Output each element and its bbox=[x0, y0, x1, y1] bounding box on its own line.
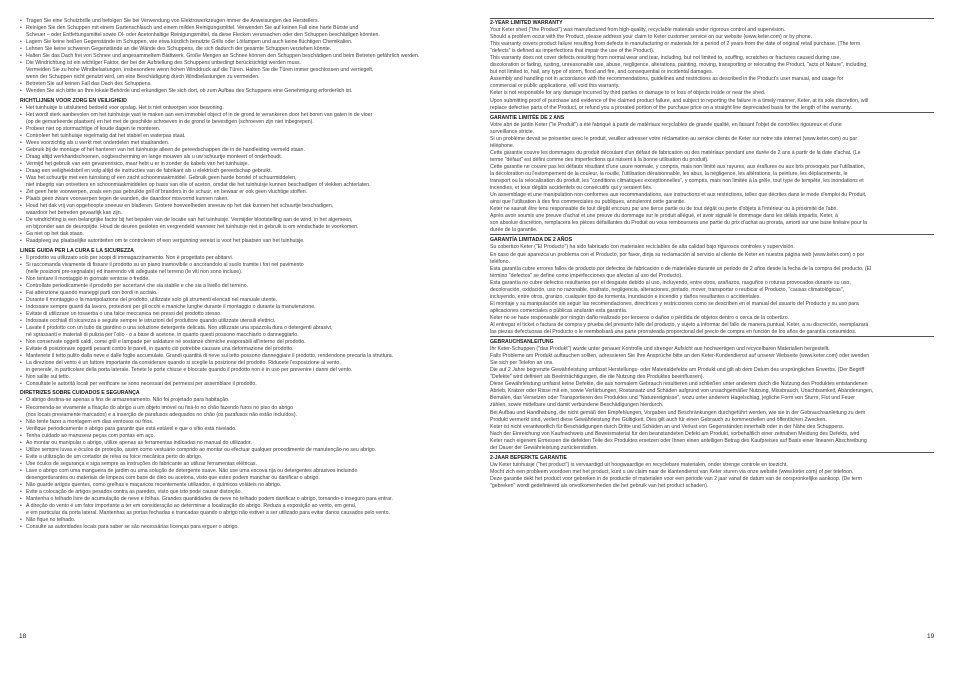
bullet-continuation: wenn der Schuppen nicht genutzt wird, um eine Beschädigung durch Windbelastungen zu vermeiden. bbox=[26, 74, 260, 81]
section-heading: 2-JAAR BEPERKTE GARANTIE bbox=[490, 454, 567, 461]
section-heading: 2-YEAR LIMITED WARRANTY bbox=[490, 20, 563, 26]
paragraph-line: Upon submitting proof of purchase and evidence of the claimed product failure, and subject to reporting the failure in a timely manner, Keter, at its sole discretion, will bbox=[490, 97, 869, 104]
bullet-continuation: Scheuer – oder Entfettungsmittel sowie Öl- oder Acetonhaltige Reinigungsmittel, da diese Flecken verursachen oder den Schuppen beschädigen könnten. bbox=[26, 32, 380, 39]
bullet-item: • Non tentare il montaggio in giornate ventose o fredde. bbox=[20, 276, 460, 283]
bullet-item: • Controleer het tuinhuisje regelmatig dat het stabiel en waterpas staat. bbox=[20, 133, 460, 140]
bullet-item: • Vermijd het gebruik van een gevarenrisico, maar hebt u er in zonder de kabels van het tuinhuisje. bbox=[20, 161, 460, 168]
bullet-item: • Draag een veiligheidsbril en volg altijd de instructies van de fabrikant als u elektrisch gereedschap gebruikt. bbox=[20, 168, 460, 175]
bullet-item: • Consulte as autoridades locais para saber se são necessárias licenças para erguer o abrigo. bbox=[20, 524, 460, 531]
paragraph-line: En caso de que aparezca un problema con el Producto, por favor, dirija su reclamación al servicio al cliente de Keter en nuestra página web (www.keter.com) o por bbox=[490, 251, 865, 258]
paragraph-line: replace defective parts of the Product, or refund you a prorated portion of the purchase price on a straight line depreciated basis for the length of the warranty. bbox=[490, 104, 852, 111]
paragraph-line: incluyendo, entre otros, granizo, cualquier tipo de tormenta, inundación e incendio y daños resultantes o accidentales. bbox=[490, 293, 761, 300]
bullet-item: • Houd het dak vrij van opgehoopte sneeuw en bladeren. Grotere hoeveelheden sneeuw op het dak kunnen het schuurtje beschadigen, bbox=[20, 203, 460, 210]
bullet-item: • Tragen Sie eine Schutzbrille und befolgen Sie bei Verwendung von Elektrowerkzeugen immer die Anweisungen des Herstellers. bbox=[20, 18, 460, 25]
bullet-continuation: en bijzonder aan de deuropijde. Houd de deuren gesloten en vergrendeld wanneer het tuinhuisje niet in gebruik is om windschade te voorkomen. bbox=[26, 224, 359, 231]
paragraph-line: Falls Probleme am Produkt auftauchen sollten, adressieren Sie Ihre Ansprüche bitte an den Keter-Kundendienst auf unserer Webseite (www.keter.com) oder wenden bbox=[490, 353, 870, 360]
bullet-item: • Raadpleeg uw plaatselijke autoriteiten om te controleren of een vergunning vereist is voor het plaatsen van het tuinhuisje. bbox=[20, 238, 460, 245]
bullet-item: • Plaats geen zware voorwerpen tegen de wanden, die daardoor misvormd kunnen raken. bbox=[20, 196, 460, 203]
bullet-item: • Het tuinhuisje is uitsluitend bedoeld voor opslag. Het is niet ontworpen voor bewoning. bbox=[20, 105, 460, 112]
section-heading: LINEE GUIDA PER LA CURA E LA SICUREZZA bbox=[20, 247, 134, 254]
paragraph-line: transport ou la relocalisation du produit, les "conditions climatiques exceptionnelles", y compris, mais non limitée à la grêle, tout type de tempête, les inondations et bbox=[490, 178, 864, 185]
bullet-item: • Het wordt sterk aanbevolen om het tuinhuisje vast te maken aan een immobiel object of in de grond te verankeren door het boren van gaten in de vloer bbox=[20, 112, 460, 119]
paragraph-line: son absolue discrétion, remplacera les pièces défaillantes du Produit ou vous remboursera une partie du prix d'achat au prorata, amorti sur une base linéaire pour la bbox=[490, 220, 868, 227]
bullet-item: • Não fique no telhado. bbox=[20, 517, 460, 524]
bullet-continuation: (nelle posizioni pre-segnalate) ed inserendo viti adeguate nel terreno (le viti non sono incluse). bbox=[26, 268, 243, 275]
section-rule bbox=[490, 112, 934, 113]
paragraph-line: Die auf 2 Jahre begrenzte Gewährleistung umfasst Herstellungs- oder Materialdefekte am Produkt und gilt ab dem Datum des ursprünglichen Erwerbs. (Der Begriff bbox=[490, 367, 865, 374]
paragraph-line: Diese Gewährleistung umfasst keine Defekte, die aus normalem Gebrauch resultieren und schließen unter anderem durch die Nutzung des Produktes entstandenen bbox=[490, 381, 868, 388]
paragraph-line: zählen, sowie mittelbare und damit verbundene Beschädigungen hierdurch. bbox=[490, 402, 664, 409]
bullet-continuation: né sgrassanti e materiali di pulizia per l'olio - o a base di acetone, in quanto questi possono macchiarlo o danneggiarlo. bbox=[26, 332, 299, 339]
paragraph-line: Un assemblage et une manipulation non conformes aux recommandations, aux instructions et aux restrictions, telles que décrites dans le mode d'emploi du Produit, bbox=[490, 192, 867, 199]
bullet-item: • Lavate il prodotto con un tubo da giardino o una soluzione detergente delicata. Non utilizzate una spazzola dura o detergenti abrasivi, bbox=[20, 325, 460, 332]
bullet-item: • Use óculos de segurança e siga sempre as instruções do fabricante ao utilizar ferramentas elétricas. bbox=[20, 461, 460, 468]
section-rule bbox=[490, 18, 934, 19]
paragraph-line: las piezas defectuosas del Producto o le reembolsará una parte prorrateada proporcional del precio de compra en función de los años de garantía consumidos. bbox=[490, 329, 857, 336]
bullet-continuation: e em particular da porta lateral. Mantenhas as portas fechadas e trancadas quando o abrigo não estiver a ser utilizado para evitar danos causados pelo vento. bbox=[26, 510, 390, 517]
section-heading: GARANTIE LIMITÉE DE 2 ANS bbox=[490, 114, 565, 121]
paragraph-line: incendies, et tous dégâts accidentels ou consécutifs qui y seraient liés. bbox=[490, 185, 653, 192]
paragraph-line: Nach der Einreichung von Kaufnachweis und Beweismaterial für den beanstandeten Defekt am Produkt, vorbehaltlich einer zeitnahen Meldung des Defekts, wird bbox=[490, 430, 860, 437]
bullet-continuation: (op de gemarkeerde plaatsen) en het met de geschikte schroeven in de grond te bevestigen (schroeven zijn niet inbegrepen). bbox=[26, 118, 314, 125]
bullet-item: • Si raccomanda vivamente di fissare il prodotto su un piano inamovibile o ancorandolo al suolo tramite i fori nel pavimento bbox=[20, 262, 460, 269]
paragraph-line: but not limited to, hail, any type of storm, flood and fire, and consequential or incidental damages. bbox=[490, 69, 714, 76]
paragraph-line: Votre abri de jardin Keter ("le Produit") a été fabriqué à partir de matériaux recyclables de grande qualité, en faisant l'objet de contrôles rigoureux et d'une bbox=[490, 121, 842, 128]
bullet-item: • Tenha cuidado ao manusear peças com pontas em aço. bbox=[20, 433, 460, 440]
bullet-item: • Die Windrichtung ist ein wichtiger Faktor, der bei der Aufstellung des Schuppens unbedingt berücksichtigt werden muss. bbox=[20, 60, 460, 67]
paragraph-line: Abrieb, Kratzer oder Risse mit ein, sowie Verfärbungen, Rostansatz und Schäden aufgrund von unsachgemäßer Nutzung, Missbrauch, Unachtsamkeit, Abänderungen, bbox=[490, 388, 874, 395]
section-heading: GARANTÍA LIMITADA DE 2 AÑOS bbox=[490, 237, 573, 244]
paragraph-line: "Defekte" wird definiert als Beeinträchtigungen, die die Nutzung des Produktes beeinflussen). bbox=[490, 374, 704, 381]
paragraph-line: Cette garantie ne couvre pas les défauts résultant d'une usure normale, y compris, mais non limité aux rayures, aux éraflures ou aux bris provoqués par l'utilisation, bbox=[490, 163, 866, 170]
paragraph-line: decoloración, oxidación, uso no razonable, maltrato, negligencia, alteraciones, pintado, mover, transportar o reubicar el Producto, "causas climatológicas", bbox=[490, 286, 845, 293]
paragraph-line: Sie sich per Telefon an uns. bbox=[490, 360, 554, 367]
bullet-item: • Non salite sul tetto. bbox=[20, 374, 460, 381]
paragraph-line: Keter ne saurait être tenu responsable de tout dégât encouru par une tierce partie ou de tout dégât ou perte d'objets à l'intérieur ou à proximité de l'abri. bbox=[490, 206, 838, 213]
bullet-item: • Mantenha o telhado livre de acumulação de neve e folhas. Grandes quantidades de neve no telhado podem danificar o abrigo, tornando-o inseguro para entrar. bbox=[20, 496, 460, 503]
bullet-continuation: desengordurantes ou materiais de limpeza com base de óleo ou acetona, visto que estes podem manchar ou danificar o abrigo. bbox=[26, 475, 320, 481]
left-column bbox=[20, 18, 460, 531]
paragraph-line: aplicaciones comerciales o públicas anularán esta garantía. bbox=[490, 307, 628, 314]
section-rule bbox=[490, 234, 934, 235]
bullet-item: • Verifique periodicamente o abrigo para garantir que está estável e que o sítio está nivelado. bbox=[20, 426, 460, 433]
paragraph-line: Uw Keter tuinhuisje ("het product") is vervaardigd uit hoogwaardige en recyclebare materialen, onder strenge controle en toezicht. bbox=[490, 461, 788, 468]
bullet-item: • Indossate occhiali di sicurezza e seguite sempre le istruzioni del produttore quando utilizzate utensili elettrici. bbox=[20, 318, 460, 325]
paragraph-line: término "defectos" se define como imperfecciones que afectan al uso del Producto). bbox=[490, 272, 683, 279]
bullet-item: • Zet geen hete voorwerpen, zoals een pas gebruikte grill of branders in de schuur, en bewaar er ook geen vluchtige stoffen. bbox=[20, 189, 460, 196]
right-column bbox=[490, 18, 934, 490]
section-rule bbox=[490, 336, 934, 337]
bullet-item: • La direzione del vento è un fattore importante da considerare quando si sceglie la posizione del prodotto. Riducete l'esposizione al vento, bbox=[20, 360, 460, 367]
bullet-item: • O abrigo destina-se apenas a fins de armazenamento. Não foi projetado para habitação. bbox=[20, 397, 460, 404]
bullet-item: • Durante il montaggio o la manipolazione del prodotto, utilizzate solo gli strumenti elencati nel manuale utente. bbox=[20, 297, 460, 304]
bullet-item: • Betreten Sie auf keinen Fall das Dach des Schuppens. bbox=[20, 81, 460, 88]
bullet-item: • Reinigen Sie den Schuppen mit einem Gartenschlauch und einem milden Reinigungsmittel. Verwenden Sie auf keinen Fall eine harte Bürste und bbox=[20, 25, 460, 32]
page-number-right: 19 bbox=[927, 633, 935, 640]
paragraph-line: Bei Aufbau und Handhabung, die nicht gemäß den Empfehlungen, Vorgaben und Beschränkungen durchgeführt werden, wie sie in der Gebrauchsanleitung zu dem bbox=[490, 409, 866, 416]
paragraph-line: Su cobertizo Keter ("El Producto") ha sido fabricado con materiales reciclables de alta calidad bajo rigurosos controles y supervisión. bbox=[490, 244, 795, 251]
paragraph-line: la décoloration ou l'estompement de la couleur, la rouille, l'utilisation déraisonnable, les abus, la négligence, les altérations, la peinture, les déplacements, le bbox=[490, 170, 848, 177]
paragraph-line: Assembly and handling not in accordance with the recommendations, guidelines and restrictions as described in the Product's user manual, and usage for bbox=[490, 76, 844, 83]
bullet-item: • Lave o abrigo com uma mangueira de jardim ou uma solução de detergente suave. Não use uma escova rija ou detergentes abrasivos incluindo bbox=[20, 468, 460, 475]
bullet-item: • Il prodotto va utilizzato solo per scopi di immagazzinamento. Non è progettato per abitarvi. bbox=[20, 255, 460, 262]
bullet-item: • Consultate le autorità locali per verificare se sono necessari dei permessi per assemblare il prodotto. bbox=[20, 381, 460, 388]
paragraph-line: Deze garantie dekt het product voor gebreken in de productie of materialen voor een periode van 2 jaar vanaf de datum van de oorspronkelijke aankoop. (De term bbox=[490, 475, 862, 482]
bullet-item: • Fai attenzione quando maneggi parti con bordi in acciaio. bbox=[20, 290, 460, 297]
paragraph-line: Bemalen, das Versetzen oder Transportieren des Produktes und "Naturereignisse", wozu unter anderem Hagelschlag, jegliche Form von Sturm, Flut und Feuer bbox=[490, 395, 855, 402]
bullet-item: • Ga niet op het dak staan. bbox=[20, 231, 460, 238]
bullet-item: • Gebruik bij de montage of het hanteren van het tuinhuisje alleen de gereedschappen die in de handleiding vermeld staan. bbox=[20, 147, 460, 154]
paragraph-line: Esta garantía cubre errores fallos de producto por defectos de fabricación o de materiales durante un periodo de 2 años desde la fecha de la compra del producto. (El bbox=[490, 265, 872, 272]
bullet-item: • Não tente fazer a montagem em dias ventosos ou frios. bbox=[20, 419, 460, 426]
section-heading: RICHTLIJNEN VOOR ZORG EN VEILIGHEID bbox=[20, 97, 127, 104]
bullet-item: • De windrichting is een belangrijke factor bij het bepalen van de locatie van het tuinhuisje. Vermijder blootstelling aan de wind, in het algemeen, bbox=[20, 217, 460, 224]
paragraph-line: surveillance stricte. bbox=[490, 128, 535, 135]
bullet-item: • A direção do vento é um fator importante a ter em consideração ao determinar a localização do abrigo. Reduza a exposição ao vento, em geral, bbox=[20, 503, 460, 510]
bullet-item: • Não guarde artigos quentes, como grelhas e maçaricos recentemente utilizados, e químicos voláteis no abrigo. bbox=[20, 482, 460, 489]
paragraph-line: Esta garantía no cubre defectos resultantes por el desgaste debido al uso, incluyendo, entre otros, arañazos, rasguños o roturas provocados durante su uso, bbox=[490, 279, 851, 286]
bullet-item: • Evitate di posizionare oggetti pesanti contro le pareti, in quanto ciò potrebbe causare una deformazione del prodotto. bbox=[20, 346, 460, 353]
paragraph-line: Cette garantie couvre les dommages du produit découlant d'un défaut de fabrication ou des matériaux pendant une durée de 2 ans à partir de la date d'achat. (Le bbox=[490, 149, 861, 156]
bullet-item: • Evitate di utilizzare un tosaerba o una falce meccanica nei pressi del prodotto stesso. bbox=[20, 311, 460, 318]
bullet-item: • Non conservate oggetti caldi, come grill e lampade per saldature né sostanze chimiche evaporabili all'interno del prodotto. bbox=[20, 339, 460, 346]
paragraph-line: Produkt vermerkt sind, verliert diese Gewährleistung ihre Gültigkeit. Dies gilt auch für einen Gebrauch zu kommerziellen und öffentlichen Zwecken. bbox=[490, 416, 827, 423]
bullet-item: • Lagern Sie keine heißen Gegenstände im Schuppen, wie etwa kürzlich benutzte Grills oder Lötlampen und auch keine flüchtigen Chemikalien. bbox=[20, 39, 460, 46]
paragraph-line: This warranty does not cover defects resulting from normal wear and tear, including, but not limited to, scuffing, scratches or fractures caused during use, bbox=[490, 55, 841, 62]
paragraph-line: terme "défaut" est défini comme des imperfections qui nuisent à la bonne utilisation du produit). bbox=[490, 156, 709, 163]
bullet-continuation: waardoor het betreden gevaarlijk kan zijn. bbox=[26, 210, 123, 217]
bullet-item: • Draag altijd werkhandschoenen, oogbescherming en lange mouwen als u uw schuurtje monteert of onderhoudt. bbox=[20, 154, 460, 161]
paragraph-line: durée de la garantie. bbox=[490, 227, 538, 234]
bullet-continuation: niet inbegrip van ontvetters en schoonmaakmiddelen op basis van olie of aceton, omdat die het tuinhuisje kunnen beschadigen of vlekken achterlaten. bbox=[26, 182, 371, 189]
paragraph-line: der Dauer der Gewährleistung zurückerstatten. bbox=[490, 444, 598, 451]
paragraph-line: Ihr Keter-Schuppen ("das Produkt") wurde unter genauer Kontrolle und strenger Aufsicht aus hochwertigen und recycelbaren Materialien hergestellt. bbox=[490, 346, 830, 353]
paragraph-line: Keter no se hace responsable por ningún daño realizado por terceros o daños o pérdida de objetos dentro o cerca de la cobertizo. bbox=[490, 314, 790, 321]
paragraph-line: This warranty covers product failure resulting from defects in manufacturing or materials for a period of 2 years from the date of original retail purchase. (The term bbox=[490, 41, 861, 48]
paragraph-line: commercial or public applications, will void this warranty. bbox=[490, 83, 620, 90]
bullet-item: • Ao montar ou manipular o abrigo, utilize apenas as ferramentas indicadas no manual do utilizador. bbox=[20, 440, 460, 447]
paragraph-line: Mocht zich een probleem voordoen met het product, kunt u uw claim naar de klantendienst van Keter sturen via onze website (www.keter.com) of per telefoon. bbox=[490, 468, 854, 475]
bullet-item: • Recomenda-se vivamente a fixação do abrigo a um objeto imóvel ou fixá-lo no chão fazendo furos no piso do abrigo bbox=[20, 405, 460, 412]
paragraph-line: "defects" is defined as imperfections that impair the use of the Product). bbox=[490, 48, 655, 55]
bullet-continuation: Vermeiden Sie zu hohe Windbelastungen, insbesondere wenn hohen Winddruck auf die Türen. Halten Sie die Türen immer geschlossen und verriegelt, bbox=[26, 67, 374, 74]
bullet-item: • Probeer niet op stormachtige of koude dagen te monteren. bbox=[20, 126, 460, 133]
paragraph-line: Should a problem occur with the Product, please address your claim to Keter customer service on our website (www.keter.com) or by phone. bbox=[490, 34, 813, 41]
bullet-continuation: in generale, in particolare della porta laterale. Tenete le porte chiuse e bloccate quando il prodotto non è in uso per prevenire i danni del vento. bbox=[26, 367, 353, 374]
bullet-item: • Was het schuurtje met een tuinslang of een zacht schoonmaakmiddel. Gebruik geen harde borstel of schuurmiddelen, bbox=[20, 175, 460, 182]
bullet-item: • Lehnen Sie keine schweren Gegenstände an die Wände des Schuppens, die sich dadurch der gesamte Schuppen verziehen könnte. bbox=[20, 46, 460, 53]
paragraph-line: téléphone. bbox=[490, 142, 515, 149]
paragraph-line: Keter nach eigenem Ermessen die defekten Teile des Produktes ersetzen oder Ihnen einen anteiligen Betrag des Kaufpreises auf Basis einer linearen Abschreibung bbox=[490, 437, 867, 444]
paragraph-line: Keter ist nicht verantwortlich für Beschädigungen durch Dritte und Schäden an und Verlust von Gegenständen innerhalb oder in der Nähe des Schuppens. bbox=[490, 423, 845, 430]
bullet-item: • Indossare sempre guanti da lavoro, protezioni per gli occhi e maniche lunghe durante il montaggio o durante la manutenzione. bbox=[20, 304, 460, 311]
bullet-item: • Mantenete il tetto pulito dalla neve e dalle foglie accumulate. Grandi quantità di neve sul tetto possono danneggiare il prodotto, rendendone precaria la struttura. bbox=[20, 353, 460, 360]
bullet-item: • Evite a colocação de artigos pesados contra as paredes, visto que isto pode causar distorção. bbox=[20, 489, 460, 496]
section-heading: GEBRAUCHSANLEITUNG bbox=[490, 339, 554, 346]
section-rule bbox=[490, 452, 934, 453]
section-heading: DIRETRIZES SOBRE CUIDADOS E SEGURANÇA bbox=[20, 390, 140, 397]
paragraph-line: Al entregar el ticket o factura de compra y prueba del presunto fallo del producto, y sujeto a informar del fallo de manera puntual, Keter, a su discreción, reemplazará bbox=[490, 321, 869, 328]
bullet-item: • Halten Sie das Dach frei von Schnee und angesammeltem Blattwerk. Große Mengen an Schnee können den Schuppen beschädigen und beim Betreten gefährlich werden. bbox=[20, 53, 460, 60]
bullet-item: • Wenden Sie sich bitte an Ihre lokale Behörde und erkundigen Sie sich dort, ob zum Aufbau des Schuppens eine Genehmigung erforderlich ist. bbox=[20, 88, 460, 95]
paragraph-line: El montaje y su manipulación sin seguir las recomendaciones, directrices y restricciones como se describen en el manual del usuario del Producto y su uso para bbox=[490, 300, 859, 307]
paragraph-line: teléfono. bbox=[490, 258, 510, 265]
paragraph-line: Après avoir soumis une preuve d'achat et une preuve du dommage sur le produit allégué, et avoir signalé le dommage dans les délais impartis, Keter, à bbox=[490, 213, 838, 220]
bullet-item: • Utilize sempre luvas e óculos de proteção, assim como vestuário comprido ao montar ou efectuar qualquer procedimento de manutenção no seu abrigo. bbox=[20, 447, 460, 454]
bullet-item: • Wees voorzichtig als u werkt met onderdelen met staalranden. bbox=[20, 140, 460, 147]
page-number-left: 18 bbox=[19, 633, 27, 640]
bullet-item: • Evite a utilização de um cortador de relva ou foice mecânica perto do abrigo. bbox=[20, 454, 460, 461]
paragraph-line: ainsi que l'utilisation à des fins commerciales ou publiques, annuleront cette garantie. bbox=[490, 199, 686, 206]
paragraph-line: Keter is not responsible for any damage incurred by third parties or damage to or loss of objects inside or near the shed. bbox=[490, 90, 766, 97]
bullet-item: • Controllate periodicamente il prodotto per accertarvi che sia stabile e che sia a livello del terreno. bbox=[20, 283, 460, 290]
paragraph-line: discoloration or fading, rusting, unreasonable use, abuse, negligence, alterations, painting, moving, transporting or relocating the Product, "acts of Nature", including, bbox=[490, 62, 868, 69]
paragraph-line: Si un problème devait se présenter avec le produit, veuillez adresser votre réclamation au service clients de Keter sur notre site internet (www.keter.com) ou par bbox=[490, 135, 858, 142]
bullet-continuation: (nos locais previamente marcados) e a inserção de parafusos adequados no chão (os parafusos não estão incluídos). bbox=[26, 411, 298, 418]
paragraph-line: Your Keter shed ("the Product") was manufactured from high-quality, recyclable materials under rigorous control and supervision. bbox=[490, 27, 786, 34]
paragraph-line: "gebreken" wordt gedefinieerd als onvolkomenheden die het gebruik van het product schaden). bbox=[490, 483, 709, 489]
